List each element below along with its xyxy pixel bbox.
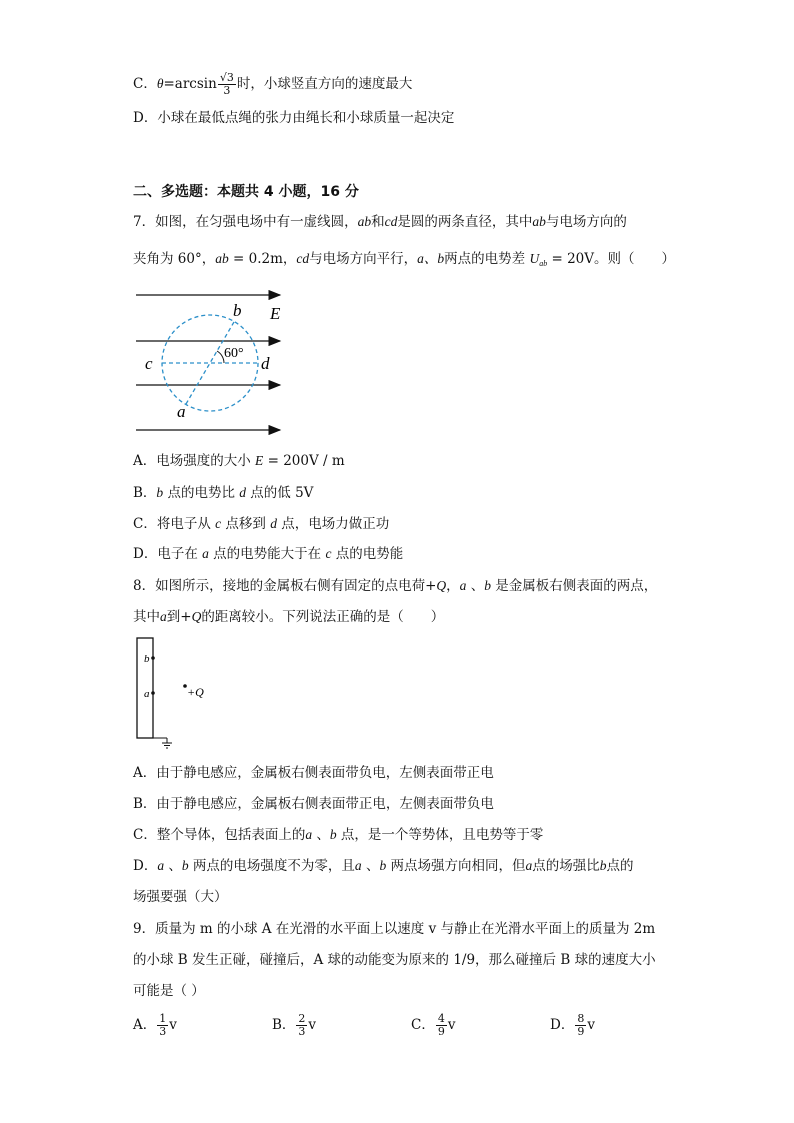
label-E: E <box>270 304 281 323</box>
angle-label: 60° <box>224 346 244 361</box>
angle-arc <box>217 351 224 363</box>
label-b: b <box>144 653 150 665</box>
fraction: $\frac{√3}{3}$ <box>219 71 234 97</box>
label-c: c <box>145 354 153 373</box>
q9-stem-line1: 9．质量为 m 的小球 A 在光滑的水平面上以速度 v 与静止在光滑水平面上的质量为 2m <box>133 921 656 937</box>
q9-option-d: D． $\frac{8}{9}$ v <box>550 1012 595 1038</box>
q8-option-d-line2: 场强要强（大） <box>133 889 228 905</box>
q9-stem-line3: 可能是（ ） <box>133 983 205 999</box>
q8-option-c: C．整个导体，包括表面上的a 、b 点，是一个等势体，且电势等于零 <box>133 827 544 843</box>
q8-stem-line1: 8．如图所示，接地的金属板右侧有固定的点电荷+Q，a 、b 是金属板右侧表面的两点， <box>133 578 658 594</box>
q6-option-d: D．小球在最低点绳的张力由绳长和小球质量一起决定 <box>133 110 455 126</box>
label-d: d <box>261 354 270 373</box>
q9-option-c: C． $\frac{4}{9}$ v <box>411 1012 456 1038</box>
q7-option-b: B．b 点的电势比 d 点的低 5V <box>133 485 314 501</box>
label-b: b <box>233 301 242 320</box>
q6-option-c: C．θ=arcsin $\frac{√3}{3}$ 时，小球竖直方向的速度最大 <box>133 71 413 97</box>
q9-stem-line2: 的小球 B 发生正碰，碰撞后，A 球的动能变为原来的 1/9，那么碰撞后 B 球的速度大小 <box>133 952 656 968</box>
q8-plate-diagram <box>133 635 223 750</box>
q9-option-a: A． $\frac{1}{3}$ v <box>133 1012 177 1038</box>
label-a: a <box>144 688 150 700</box>
q7-stem-line1: 7．如图，在匀强电场中有一虚线圆，ab和cd是圆的两条直径，其中ab与电场方向的 <box>133 214 627 230</box>
label-Q: +Q <box>187 685 204 699</box>
q8-option-a: A．由于静电感应，金属板右侧表面带负电，左侧表面带正电 <box>133 765 494 781</box>
section-title: 二、多选题：本题共 4 小题，16 分 <box>133 184 359 200</box>
q9-option-b: B． $\frac{2}{3}$ v <box>272 1012 317 1038</box>
point-a <box>151 691 155 695</box>
q7-option-a: A．电场强度的大小 E = 200V / m <box>133 453 345 469</box>
point-b <box>151 656 155 660</box>
q7-option-d: D．电子在 a 点的电势能大于在 c 点的电势能 <box>133 546 404 562</box>
q7-stem-line2: 夹角为 60°，ab = 0.2m，cd与电场方向平行，a、b两点的电势差 $U_{ab} = 20V$。则（ ） <box>133 251 676 268</box>
q7-field-diagram <box>133 285 303 440</box>
q8-option-d-line1: D．a 、b 两点的电场强度不为零，且a 、b 两点场强方向相同，但a点的场强比b点的 <box>133 858 634 874</box>
q7-option-c: C．将电子从 c 点移到 d 点，电场力做正功 <box>133 516 390 532</box>
q8-option-b: B．由于静电感应，金属板右侧表面带正电，左侧表面带负电 <box>133 796 494 812</box>
label-a: a <box>177 402 186 421</box>
q8-stem-line2: 其中a到+Q的距离较小。下列说法正确的是（ ） <box>133 609 445 625</box>
